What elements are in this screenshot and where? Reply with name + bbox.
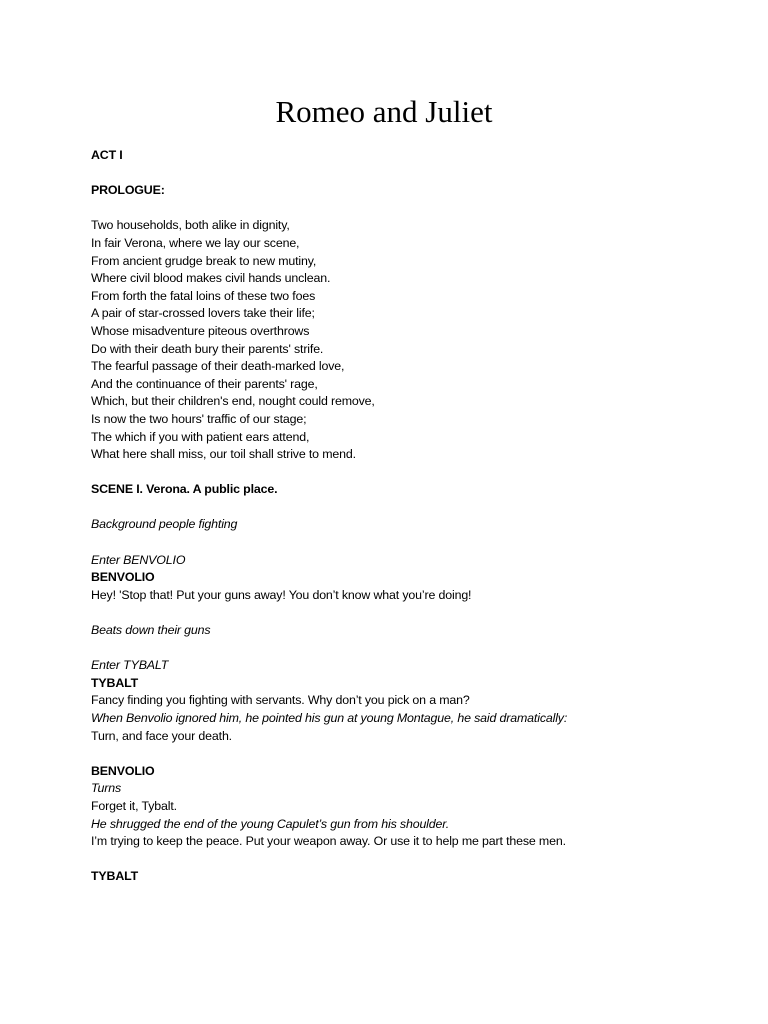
speaker-name: TYBALT — [91, 675, 139, 690]
verse-line: The fearful passage of their death-marked love, — [91, 359, 345, 374]
prologue-verse — [91, 217, 711, 463]
verse-line: From ancient grudge break to new mutiny, — [91, 253, 317, 268]
verse-line: Do with their death bury their parents' strife. — [91, 341, 324, 356]
speaker-name: BENVOLIO — [91, 763, 155, 778]
prologue-heading: PROLOGUE: — [91, 183, 165, 198]
stage-direction: He shrugged the end of the young Capulet’s gun from his shoulder. — [91, 816, 450, 831]
dialogue-line: Turn, and face your death. — [91, 728, 232, 743]
stage-direction: Enter TYBALT — [91, 658, 169, 673]
stage-direction: When Benvolio ignored him, he pointed his gun at young Montague, he said dramatically: — [91, 711, 568, 725]
verse-line: The which if you with patient ears attend, — [91, 429, 310, 444]
scene-heading: SCENE I. Verona. A public place. — [91, 482, 278, 497]
spacer — [91, 640, 711, 658]
stage-direction: Background people fighting — [91, 517, 238, 532]
dialogue-line: Fancy finding you fighting with servants. Why don’t you pick on a man? — [91, 693, 470, 708]
dialogue-line: Hey! 'Stop that! Put your guns away! You don’t know what you’re doing! — [91, 587, 472, 602]
verse-line: Which, but their children's end, nought could remove, — [91, 394, 375, 409]
dialogue-line: Forget it, Tybalt. — [91, 798, 177, 813]
speaker-name: BENVOLIO — [91, 570, 155, 585]
spacer — [91, 200, 711, 218]
spacer — [91, 499, 711, 517]
spacer — [91, 534, 711, 552]
verse-line: Where civil blood makes civil hands unclean. — [91, 271, 331, 286]
verse-line: What here shall miss, our toil shall strive to mend. — [91, 447, 356, 462]
dialogue-line: I’m trying to keep the peace. Put your weapon away. Or use it to help me part these men. — [91, 834, 566, 849]
act-heading: ACT I — [91, 148, 123, 162]
spacer — [91, 464, 711, 482]
speaker-name: TYBALT — [91, 869, 139, 884]
verse-line: A pair of star-crossed lovers take their life; — [91, 306, 315, 321]
spacer — [91, 165, 711, 183]
stage-direction: Enter BENVOLIO — [91, 552, 186, 567]
verse-line: Whose misadventure piteous overthrows — [91, 323, 310, 338]
verse-line: In fair Verona, where we lay our scene, — [91, 235, 300, 250]
verse-line: From forth the fatal loins of these two foes — [91, 288, 316, 303]
script-body — [91, 147, 711, 886]
document-title: Romeo and Juliet — [275, 94, 493, 129]
spacer — [91, 745, 711, 763]
verse-line: Is now the two hours' traffic of our stage; — [91, 411, 307, 426]
stage-direction: Turns — [91, 781, 122, 796]
spacer — [91, 604, 711, 622]
verse-line: Two households, both alike in dignity, — [91, 218, 290, 233]
spacer — [91, 851, 711, 869]
stage-direction: Beats down their guns — [91, 623, 211, 638]
verse-line: And the continuance of their parents' rage, — [91, 376, 318, 391]
